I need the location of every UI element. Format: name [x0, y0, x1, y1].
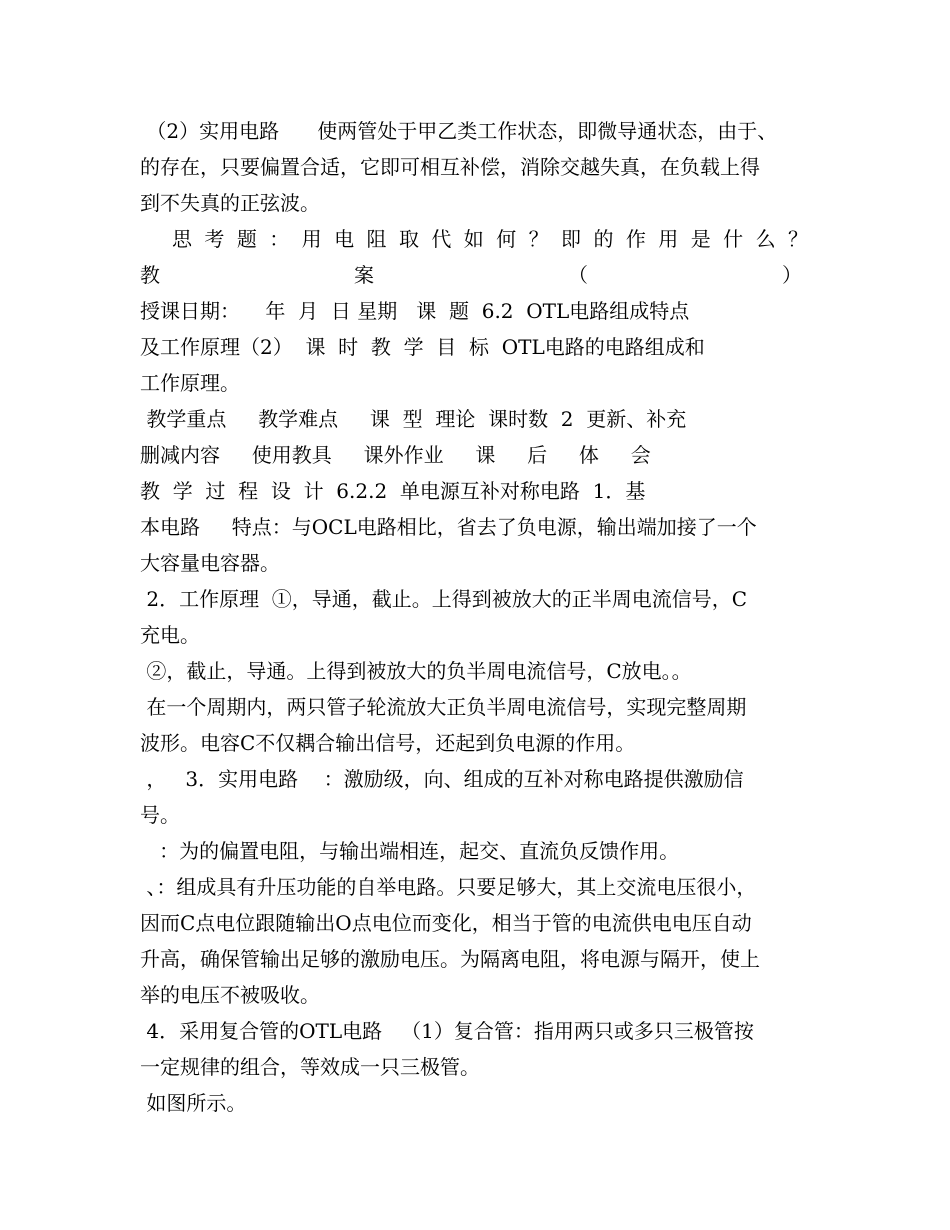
text-line: 删减内容 使用教具 课外作业 课 后 体 会 — [140, 443, 651, 467]
text-line: 授课日期： 年 月 日 星期 课 题 6.2 OTL电路组成特点 — [140, 299, 690, 323]
text-line: 升高，确保管输出足够的激励电压。为隔离电阻，将电源与隔开，使上 — [140, 947, 760, 971]
text-line: ， 3．实用电路 ：激励级，向、组成的互补对称电路提供激励信 — [140, 767, 744, 791]
text-line: 在一个周期内，两只管子轮流放大正负半周电流信号，实现完整周期 — [140, 695, 747, 719]
text-line: 号。 — [140, 803, 180, 827]
text-line: 、：组成具有升压功能的自举电路。只要足够大，其上交流电压很小， — [140, 875, 757, 899]
text-line: 思 考 题 ： 用 电 阻 取 代 如 何 ？ 即 的 作 用 是 什 么 ？ — [172, 227, 808, 251]
text-line: ②，截止，导通。上得到被放大的负半周电流信号，C放电。。 — [140, 659, 692, 683]
text-line: 的存在，只要偏置合适，它即可相互补偿，消除交越失真，在负载上得 — [140, 155, 760, 179]
text-line: 如图所示。 — [140, 1091, 247, 1115]
text-line: （2）实用电路 使两管处于甲乙类工作状态，即微导通状态，由于、 — [140, 119, 778, 143]
text-line: 波形。电容C不仅耦合输出信号，还起到负电源的作用。 — [140, 731, 636, 755]
text-line: 因而C点电位跟随输出O点电位而变化，相当于管的电流供电电压自动 — [140, 911, 752, 935]
text-line: ：为的偏置电阻，与输出端相连，起交、直流负反馈作用。 — [140, 839, 680, 863]
text-line: 教学重点 教学难点 课 型 理论 课时数 2 更新、补充 — [140, 407, 687, 431]
text-line: 一定规律的组合，等效成一只三极管。 — [140, 1055, 480, 1079]
text-line: 4．采用复合管的OTL电路 （1）复合管：指用两只或多只三极管按 — [140, 1019, 754, 1043]
text-line: 本电路 特点：与OCL电路相比，省去了负电源，输出端加接了一个 — [140, 515, 757, 539]
text-line: 充电。 — [140, 623, 200, 647]
text-line: 2．工作原理 ①，导通，截止。上得到被放大的正半周电流信号，C — [140, 587, 748, 611]
text-line: 工作原理。 — [140, 371, 240, 395]
text-line: 大容量电容器。 — [140, 551, 280, 575]
text-line: 举的电压不被吸收。 — [140, 983, 320, 1007]
text-line: 教 案 （ ） — [140, 263, 802, 287]
text-line: 到不失真的正弦波。 — [140, 191, 320, 215]
text-line: 及工作原理（2） 课 时 教 学 目 标 OTL电路的电路组成和 — [140, 335, 705, 359]
text-line: 教 学 过 程 设 计 6.2.2 单电源互补对称电路 1．基 — [140, 479, 646, 503]
